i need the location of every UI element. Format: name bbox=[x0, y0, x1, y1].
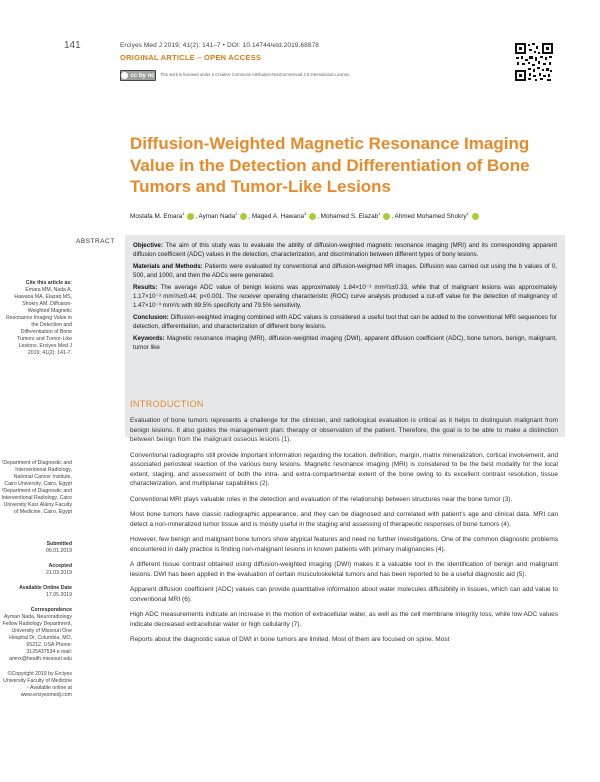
abstract-results: Results: The average ADC value of benign lesions was approximately 1.84×10⁻³ mm²/s±0.33, while that of malignant lesions was approximately 1.17×10⁻³ mm²/s±0.44; p<0.001. The receiver operating characteristic (ROC) curve analysis produced a cut-off value for the detection of malignancy of 1.47×10⁻³ mm²/s with 89.5% specificity and 79.5% sensitivity. bbox=[133, 284, 557, 309]
introduction-heading: INTRODUCTION bbox=[130, 399, 204, 409]
page-number: 141 bbox=[64, 40, 81, 51]
paragraph: Evaluation of bone tumors represents a challenge for the clinician, and radiological evaluation is critical as it helps to distinguish malignant from benign lesions. It also guides the management plan: therapy or observation of the patient. Therefore, the goal is to be able to make a distinction between benign from the malignant osseous lesions (1). bbox=[130, 417, 558, 443]
paragraph: Conventional MRI plays valuable roles in the detection and evaluation of the relationship between structures near the bone tumor (3). bbox=[130, 495, 513, 503]
author-name[interactable]: Ayman Nada bbox=[198, 213, 236, 221]
affiliations-block: ¹Department of Diagnostic and Interventional Radiology, National Cancer Institute, Cairo University, Cairo, Egypt ²Department of Diagnostic and Interventional Radiology, Cairo University Kasr Alainy Faculty of Medicine, Cairo, Egypt bbox=[1, 460, 72, 515]
cite-as-block: Cite this article as: Emara MM, Nada A, Hawana MA, Elazab MS, Shokry AM. Diffusion-Weighted Magnetic Resonance Imaging Value in the Detection and Differentiation of Bone Tumors and Tumor-Like Lesions. Erciyes Med J 2019; 41(2): 141-7. bbox=[6, 280, 72, 356]
orcid-icon[interactable] bbox=[240, 213, 247, 220]
paragraph: High ADC measurements indicate an increase in the motion of extracellular water, as well as the cell membrane integrity loss, while low ADC values indicate decreased extracellular water or high cellularity (7). bbox=[130, 611, 558, 628]
paragraph: Apparent diffusion coefficient (ADC) values can provide quantitative information about water molecules diffusibility in tissues, which can add value to conventional MRI (6). bbox=[130, 586, 558, 603]
orcid-icon[interactable] bbox=[187, 213, 194, 220]
accepted-date-block: Accepted 21.03.2019 bbox=[46, 563, 72, 576]
orcid-icon[interactable] bbox=[383, 213, 390, 220]
orcid-icon[interactable] bbox=[472, 213, 479, 220]
correspondence-block: Correspondence Ayman Nada, Neuroradiology Fellow Radiology Department, University of Missouri One Hospital Dr, Columbia, MO, 65212, USA Phone: 3125437534 e.mail: amnx@health.missouri.edu bbox=[2, 607, 72, 662]
abstract-keywords: Keywords: Magnetic resonance imaging (MRI), diffusion-weighted imaging (DWI), apparent diffusion coefficient (ADC), bone tumors, benign, malignant, tumor like bbox=[133, 335, 557, 351]
cc-icon bbox=[121, 72, 128, 79]
paragraph: However, few benign and malignant bone tumors show atypical features and need no further investigations. One of the common diagnostic problems encountered in daily practice is finding non-malignant lesions in known patients with primary malignancies (4). bbox=[130, 536, 558, 553]
paragraph: A different tissue contrast obtained using diffusion-weighted imaging (DWI) makes it a valuable tool in the identification of benign and malignant lesions. DWI has been applied in the evaluation of certain musculoskeletal tumors and has been reported to be a useful diagnostic aid (5). bbox=[130, 561, 558, 578]
qr-code-icon bbox=[514, 42, 554, 82]
journal-citation-line: Erciyes Med J 2019; 41(2): 141–7 • DOI: 10.14744/etd.2019.68878 bbox=[120, 42, 320, 49]
article-title: Diffusion-Weighted Magnetic Resonance Imaging Value in the Detection and Differentiation of Bone Tumors and Tumor-Like Lesions bbox=[130, 134, 530, 196]
submitted-date-block: Submitted 06.01.2019 bbox=[46, 541, 72, 554]
license-text: This work is licensed under a Creative Commons Attribution-NonCommercial 4.0 International License. bbox=[160, 72, 351, 77]
author-list: Mostafa M. Emara$^1$ , Ayman Nada$^2$ , Maged A. Hawana$^3$ , Mohamed S. Elazab$^1$ , Ahmed Mohamed Shokry$^1$ bbox=[130, 211, 570, 220]
orcid-icon[interactable] bbox=[309, 213, 316, 220]
author-name[interactable]: Mohamed S. Elazab bbox=[320, 213, 379, 221]
abstract-conclusion: Conclusion: Diffusion-weighted imaging combined with ADC values is considered a useful tool that can be added to the conventional MRI sequences for detection, differentiation, and characterization of different bony lesions. bbox=[133, 314, 557, 330]
article-type-label: ORIGINAL ARTICLE – OPEN ACCESS bbox=[120, 53, 262, 62]
paragraph: Most bone tumors have classic radiographic appearance, and they can be diagnosed and correlated with patient's age and clinical data. MRI can detect a non-mineralized tumor tissue and is mostly useful in the staging and assessing of therapeutic responses of bone tumors (4). bbox=[130, 511, 558, 528]
abstract-objective: Objective: The aim of this study was to evaluate the ability of diffusion-weighted magnetic resonance imaging (MRI) and its corresponding apparent diffusion coefficient (ADC) values in the detection, characterization, and discrimination between different types of bony lesions. bbox=[133, 242, 557, 258]
creative-commons-badge[interactable] bbox=[120, 70, 156, 81]
introduction-body bbox=[130, 416, 558, 651]
author-name[interactable]: Mostafa M. Emara bbox=[130, 213, 183, 221]
online-date-block: Available Online Date 17.05.2019 bbox=[19, 585, 72, 598]
paragraph: Conventional radiographs still provide important information regarding the location, definition, margin, matrix mineralization, cortical involvement, and associated periosteal reaction of the various bony lesions. Magnetic resonance imaging (MRI) is considered to be the best modality for the local extent, staging, and assessment of both the intra- and extra-compartmental extent of the bone owing to its excellent contrast resolution, tissue characterization, and multiplanar capabilities (2). bbox=[130, 451, 558, 487]
author-name[interactable]: Ahmed Mohamed Shokry bbox=[394, 213, 467, 221]
abstract-label: ABSTRACT bbox=[76, 238, 115, 245]
cc-badge-label: cc by nc bbox=[130, 72, 155, 79]
author-name[interactable]: Maged A. Hawana bbox=[251, 213, 305, 221]
copyright-block: ©Copyright 2019 by Erciyes University Faculty of Medicine - Available online at www.erciyesmedj.com bbox=[3, 671, 72, 698]
abstract-methods: Materials and Methods: Patients were evaluated by conventional and diffusion-weighted MR images. Diffusion was carried out using the b values of 0, 500, and 1000, and then the ADCs were generated. bbox=[133, 263, 557, 279]
paragraph: Reports about the diagnostic value of DWI in bone tumors are limited. Most of them are focused on spine. Most bbox=[130, 636, 450, 643]
